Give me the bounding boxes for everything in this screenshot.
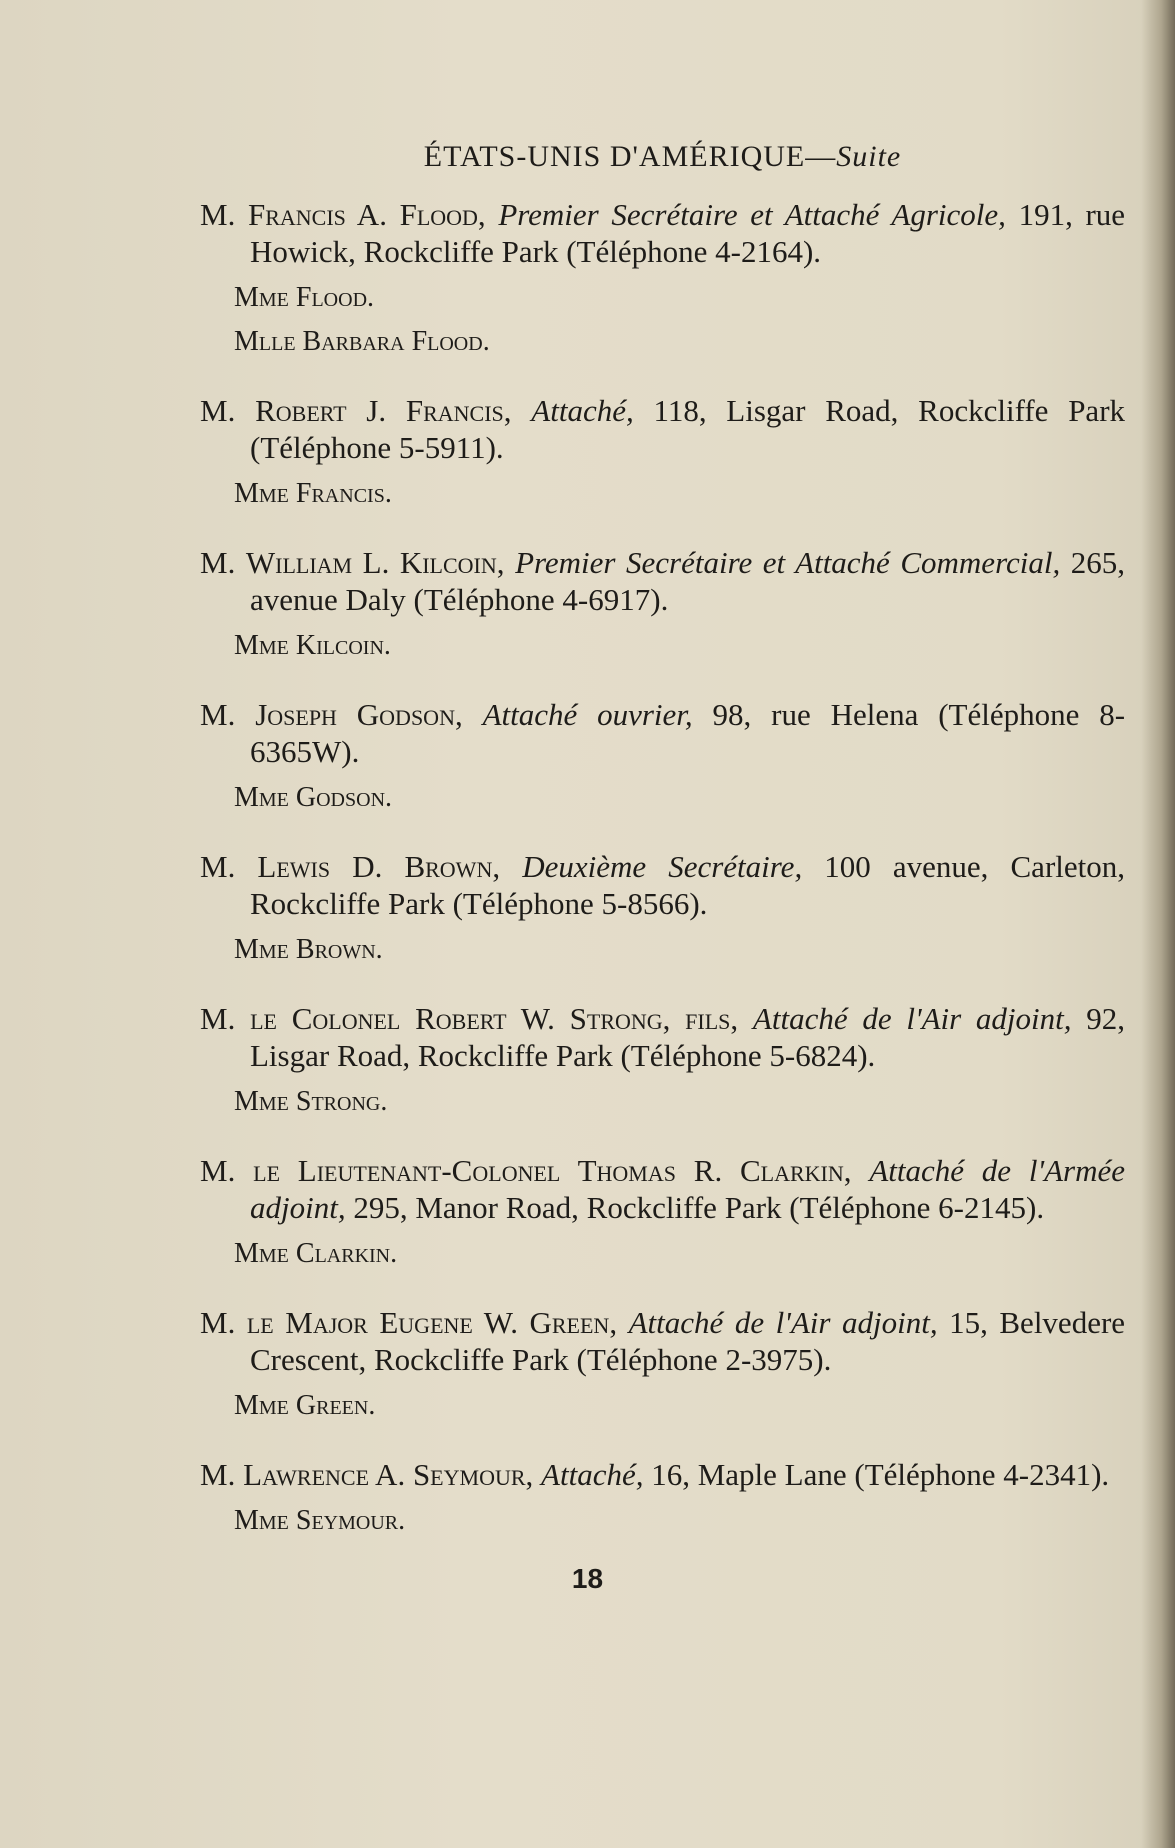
entry-green <box>200 1304 1125 1422</box>
entry-main-line <box>200 196 1125 270</box>
entry-prefix: M. <box>200 393 236 428</box>
spouse-line: Mme Kilcoin. <box>234 630 391 661</box>
entry-prefix: M. <box>200 697 236 732</box>
entry-address: 265, avenue Daly (Téléphone 4-6917). <box>250 545 1125 617</box>
entry-main-line <box>200 696 1125 770</box>
entry-flood <box>200 196 1125 358</box>
spouse-line: Mme Francis. <box>234 478 392 509</box>
entry-prefix: M. <box>200 849 236 884</box>
entry-kilcoin <box>200 544 1125 662</box>
entry-main-line <box>200 544 1125 618</box>
entry-godson <box>200 696 1125 814</box>
entry-name: le Lieutenant-Colonel Thomas R. Clarkin, <box>253 1153 852 1188</box>
entry-prefix: M. <box>200 1305 236 1340</box>
entry-address: 15, Belvedere Crescent, Rockcliffe Park (Téléphone 2-3975). <box>250 1305 1126 1377</box>
entry-title: Attaché de l'Armée adjoint, <box>250 1153 1126 1225</box>
entry-francis <box>200 392 1125 510</box>
entry-title: Attaché, <box>541 1457 644 1492</box>
entry-address: 100 avenue, Carleton, Rockcliffe Park (Téléphone 5-8566). <box>250 849 1126 921</box>
entry-name: William L. Kilcoin, <box>245 545 505 580</box>
entry-name: Lewis D. Brown, <box>257 849 501 884</box>
entry-name: Francis A. Flood, <box>247 197 486 232</box>
spouse-line: Mlle Barbara Flood. <box>234 326 490 357</box>
entry-address: 16, Maple Lane (Téléphone 4-2341). <box>651 1457 1110 1492</box>
spouse-line: Mme Clarkin. <box>234 1238 398 1269</box>
header-title: ÉTATS-UNIS D'AMÉRIQUE— <box>423 140 837 173</box>
spouse-line: Mme Seymour. <box>234 1505 406 1536</box>
page-content <box>200 140 1125 1571</box>
page-header <box>200 140 1125 174</box>
spouse-line: Mme Godson. <box>234 782 393 813</box>
entry-title: Premier Secrétaire et Attaché Commercial, <box>515 545 1061 580</box>
entry-address: 295, Manor Road, Rockcliffe Park (Téléphone 6-2145). <box>353 1190 1045 1225</box>
header-suite: Suite <box>836 140 902 173</box>
entry-prefix: M. <box>200 1153 236 1188</box>
page-number: 18 <box>571 1563 604 1594</box>
entry-prefix: M. <box>200 197 236 232</box>
spouse-line: Mme Flood. <box>234 282 375 313</box>
entry-title: Premier Secrétaire et Attaché Agricole, <box>498 197 1006 232</box>
entry-title: Attaché ouvrier, <box>482 697 693 732</box>
entry-strong <box>200 1000 1125 1118</box>
entry-prefix: M. <box>200 545 236 580</box>
entry-main-line <box>200 848 1125 922</box>
entry-main-line <box>200 1152 1125 1226</box>
entry-prefix: M. <box>200 1457 236 1492</box>
entry-title: Attaché de l'Air adjoint, <box>628 1305 938 1340</box>
entry-title: Deuxième Secrétaire, <box>522 849 803 884</box>
spouse-line: Mme Brown. <box>234 934 383 965</box>
entry-name: Joseph Godson, <box>255 697 463 732</box>
entry-name: Lawrence A. Seymour, <box>243 1457 534 1492</box>
entry-address: 118, Lisgar Road, Rockcliffe Park (Téléphone 5-5911). <box>250 393 1126 465</box>
entry-name: le Colonel Robert W. Strong, fils, <box>250 1001 739 1036</box>
spouse-line: Mme Green. <box>234 1390 376 1421</box>
entry-address: 191, rue Howick, Rockcliffe Park (Téléphone 4-2164). <box>250 197 1126 269</box>
entry-main-line <box>200 1456 1125 1493</box>
entry-address: 98, rue Helena (Téléphone 8-6365W). <box>250 697 1126 769</box>
entry-prefix: M. <box>200 1001 236 1036</box>
entry-main-line <box>200 1304 1125 1378</box>
entry-title: Attaché, <box>531 393 634 428</box>
entry-brown <box>200 848 1125 966</box>
spouse-line: Mme Strong. <box>234 1086 388 1117</box>
entry-address: 92, Lisgar Road, Rockcliffe Park (Téléphone 5-6824). <box>250 1001 1126 1073</box>
entry-name: le Major Eugene W. Green, <box>246 1305 618 1340</box>
entry-main-line <box>200 392 1125 466</box>
entry-clarkin <box>200 1152 1125 1270</box>
entry-seymour <box>200 1456 1125 1537</box>
entry-main-line <box>200 1000 1125 1074</box>
entry-name: Robert J. Francis, <box>255 393 512 428</box>
entry-title: Attaché de l'Air adjoint, <box>752 1001 1072 1036</box>
